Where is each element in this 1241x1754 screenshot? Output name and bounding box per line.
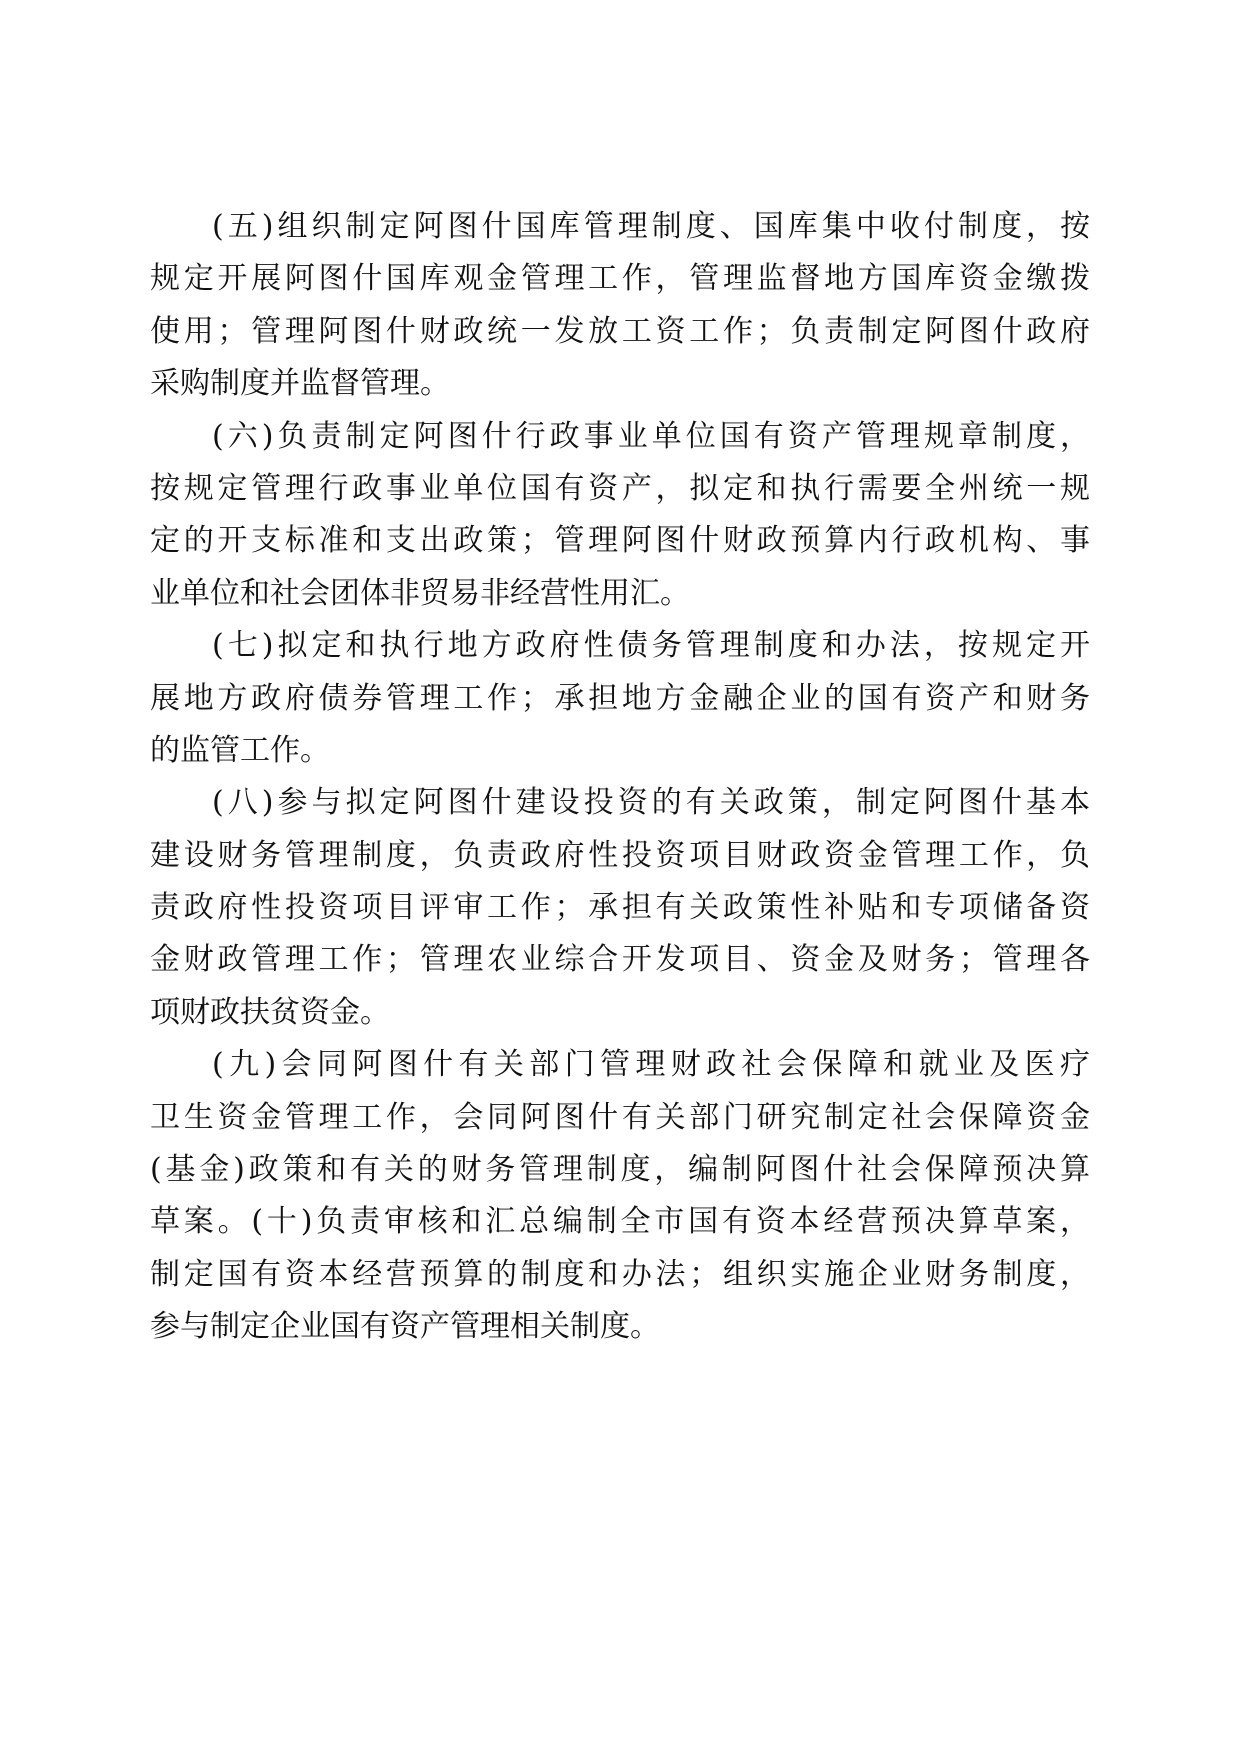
text-line: 制定国有资本经营预算的制度和办法；组织实施企业财务制度， [150, 1256, 1090, 1292]
paragraph [150, 411, 1090, 621]
text-line: 使用；管理阿图什财政统一发放工资工作；负责制定阿图什政府 [150, 313, 1090, 349]
text-line: 金财政管理工作；管理农业综合开发项目、资金及财务；管理各 [150, 942, 1090, 978]
text-line: (基金)政策和有关的财务管理制度，编制阿图什社会保障预决算 [150, 1152, 1090, 1188]
paragraph [150, 201, 1090, 411]
text-line: (九)会同阿图什有关部门管理财政社会保障和就业及医疗 [212, 1047, 1090, 1083]
paragraph [150, 620, 1090, 777]
text-line: 业单位和社会团体非贸易非经营性用汇。 [150, 575, 690, 611]
text-line: 的监管工作。 [150, 732, 330, 768]
text-line: 责政府性投资项目评审工作；承担有关政策性补贴和专项储备资 [150, 890, 1090, 926]
text-line: 草案。(十)负责审核和汇总编制全市国有资本经营预决算草案， [150, 1204, 1090, 1240]
text-line: 卫生资金管理工作，会同阿图什有关部门研究制定社会保障资金 [150, 1099, 1090, 1135]
text-line: (八)参与拟定阿图什建设投资的有关政策，制定阿图什基本 [212, 785, 1090, 821]
text-line: 展地方政府债券管理工作；承担地方金融企业的国有资产和财务 [150, 680, 1090, 716]
text-line: (五)组织制定阿图什国库管理制度、国库集中收付制度，按 [212, 209, 1090, 244]
paragraph [150, 777, 1090, 1039]
text-line: 参与制定企业国有资产管理相关制度。 [150, 1309, 660, 1345]
text-line: 按规定管理行政事业单位国有资产，拟定和执行需要全州统一规 [150, 470, 1090, 506]
text-line: 建设财务管理制度，负责政府性投资项目财政资金管理工作，负 [150, 837, 1090, 873]
text-line: 规定开展阿图什国库观金管理工作，管理监督地方国库资金缴拨 [150, 261, 1090, 297]
text-line: 定的开支标准和支出政策；管理阿图什财政预算内行政机构、事 [150, 523, 1090, 559]
document-page [150, 201, 1090, 1354]
text-line: (六)负责制定阿图什行政事业单位国有资产管理规章制度， [212, 418, 1090, 454]
text-line: (七)拟定和执行地方政府性债务管理制度和办法，按规定开 [212, 628, 1090, 664]
paragraph [150, 1039, 1090, 1353]
text-line: 项财政扶贫资金。 [150, 994, 390, 1030]
text-line: 采购制度并监督管理。 [150, 366, 450, 402]
